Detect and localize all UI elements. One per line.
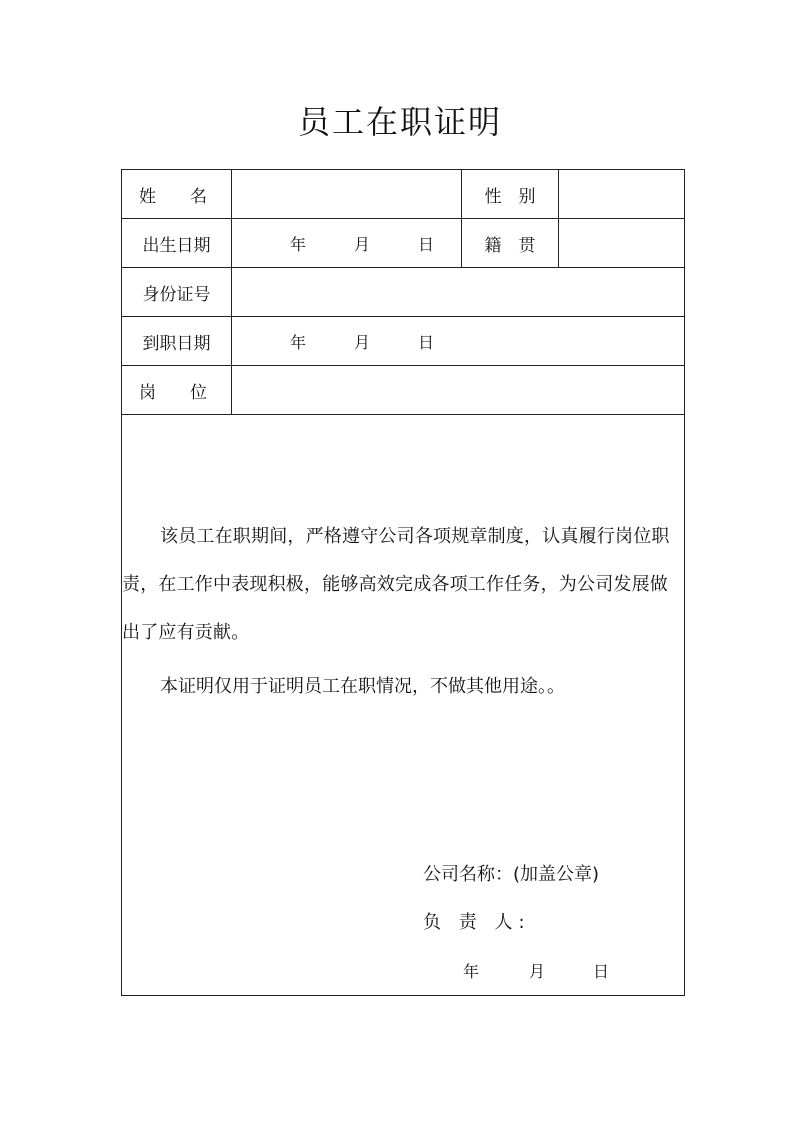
position-label [122, 378, 231, 403]
position-label-text: 岗 位 [139, 382, 207, 403]
hire-month-label: 月 [354, 332, 371, 352]
birth-year-label: 年 [290, 234, 307, 254]
name-value-field[interactable] [232, 170, 462, 219]
certificate-body-cell [122, 415, 685, 996]
signature-day: 日 [593, 962, 610, 981]
birth-month-label: 月 [354, 234, 371, 254]
hire-label-cell [122, 317, 232, 366]
gender-value-field[interactable] [559, 170, 685, 219]
signature-person: 负 责 人: [423, 912, 531, 933]
signature-date [463, 952, 609, 992]
name-label-text: 姓 名 [139, 186, 207, 207]
birth-date-label: 出生日期 [142, 235, 211, 256]
row-position [122, 366, 685, 415]
id-number-field[interactable] [232, 268, 685, 317]
certificate-paragraph-1: 该员工在职期间，严格遵守公司各项规章制度，认真履行岗位职责，在工作中表现积极，能够高效完成各项工作任务，为公司发展做出了应有贡献。 [122, 526, 670, 643]
row-hire-date [122, 317, 685, 366]
signature-company: 公司名称：(加盖公章) [423, 864, 600, 885]
signature-year: 年 [463, 962, 480, 981]
birth-date-field[interactable] [232, 219, 462, 268]
hire-year-label: 年 [290, 332, 307, 352]
name-label-cell [122, 170, 232, 219]
position-label-cell [122, 366, 232, 415]
row-certificate-body [122, 415, 685, 996]
page-title: 员工在职证明 [297, 103, 502, 141]
native-place-label: 籍 贯 [484, 235, 536, 256]
id-number-label: 身份证号 [142, 284, 211, 305]
row-id [122, 268, 685, 317]
certificate-body [122, 415, 684, 995]
position-value-field[interactable] [232, 366, 685, 415]
native-place-field[interactable] [559, 219, 685, 268]
employee-info-form [121, 169, 685, 996]
hire-date-label: 到职日期 [142, 333, 211, 354]
signature-month: 月 [529, 962, 546, 981]
native-label-cell [462, 219, 559, 268]
hire-date-parts [232, 330, 684, 353]
row-name-gender [122, 170, 685, 219]
certificate-paragraph-2: 本证明仅用于证明员工在职情况，不做其他用途。。 [160, 676, 565, 697]
gender-label-cell [462, 170, 559, 219]
birth-label-cell [122, 219, 232, 268]
name-label [122, 182, 231, 207]
hire-day-label: 日 [418, 332, 435, 352]
birth-date-parts [232, 232, 461, 255]
hire-date-field[interactable] [232, 317, 685, 366]
gender-label: 性 别 [484, 186, 536, 207]
row-birth-native [122, 219, 685, 268]
birth-day-label: 日 [418, 234, 435, 254]
id-label-cell [122, 268, 232, 317]
